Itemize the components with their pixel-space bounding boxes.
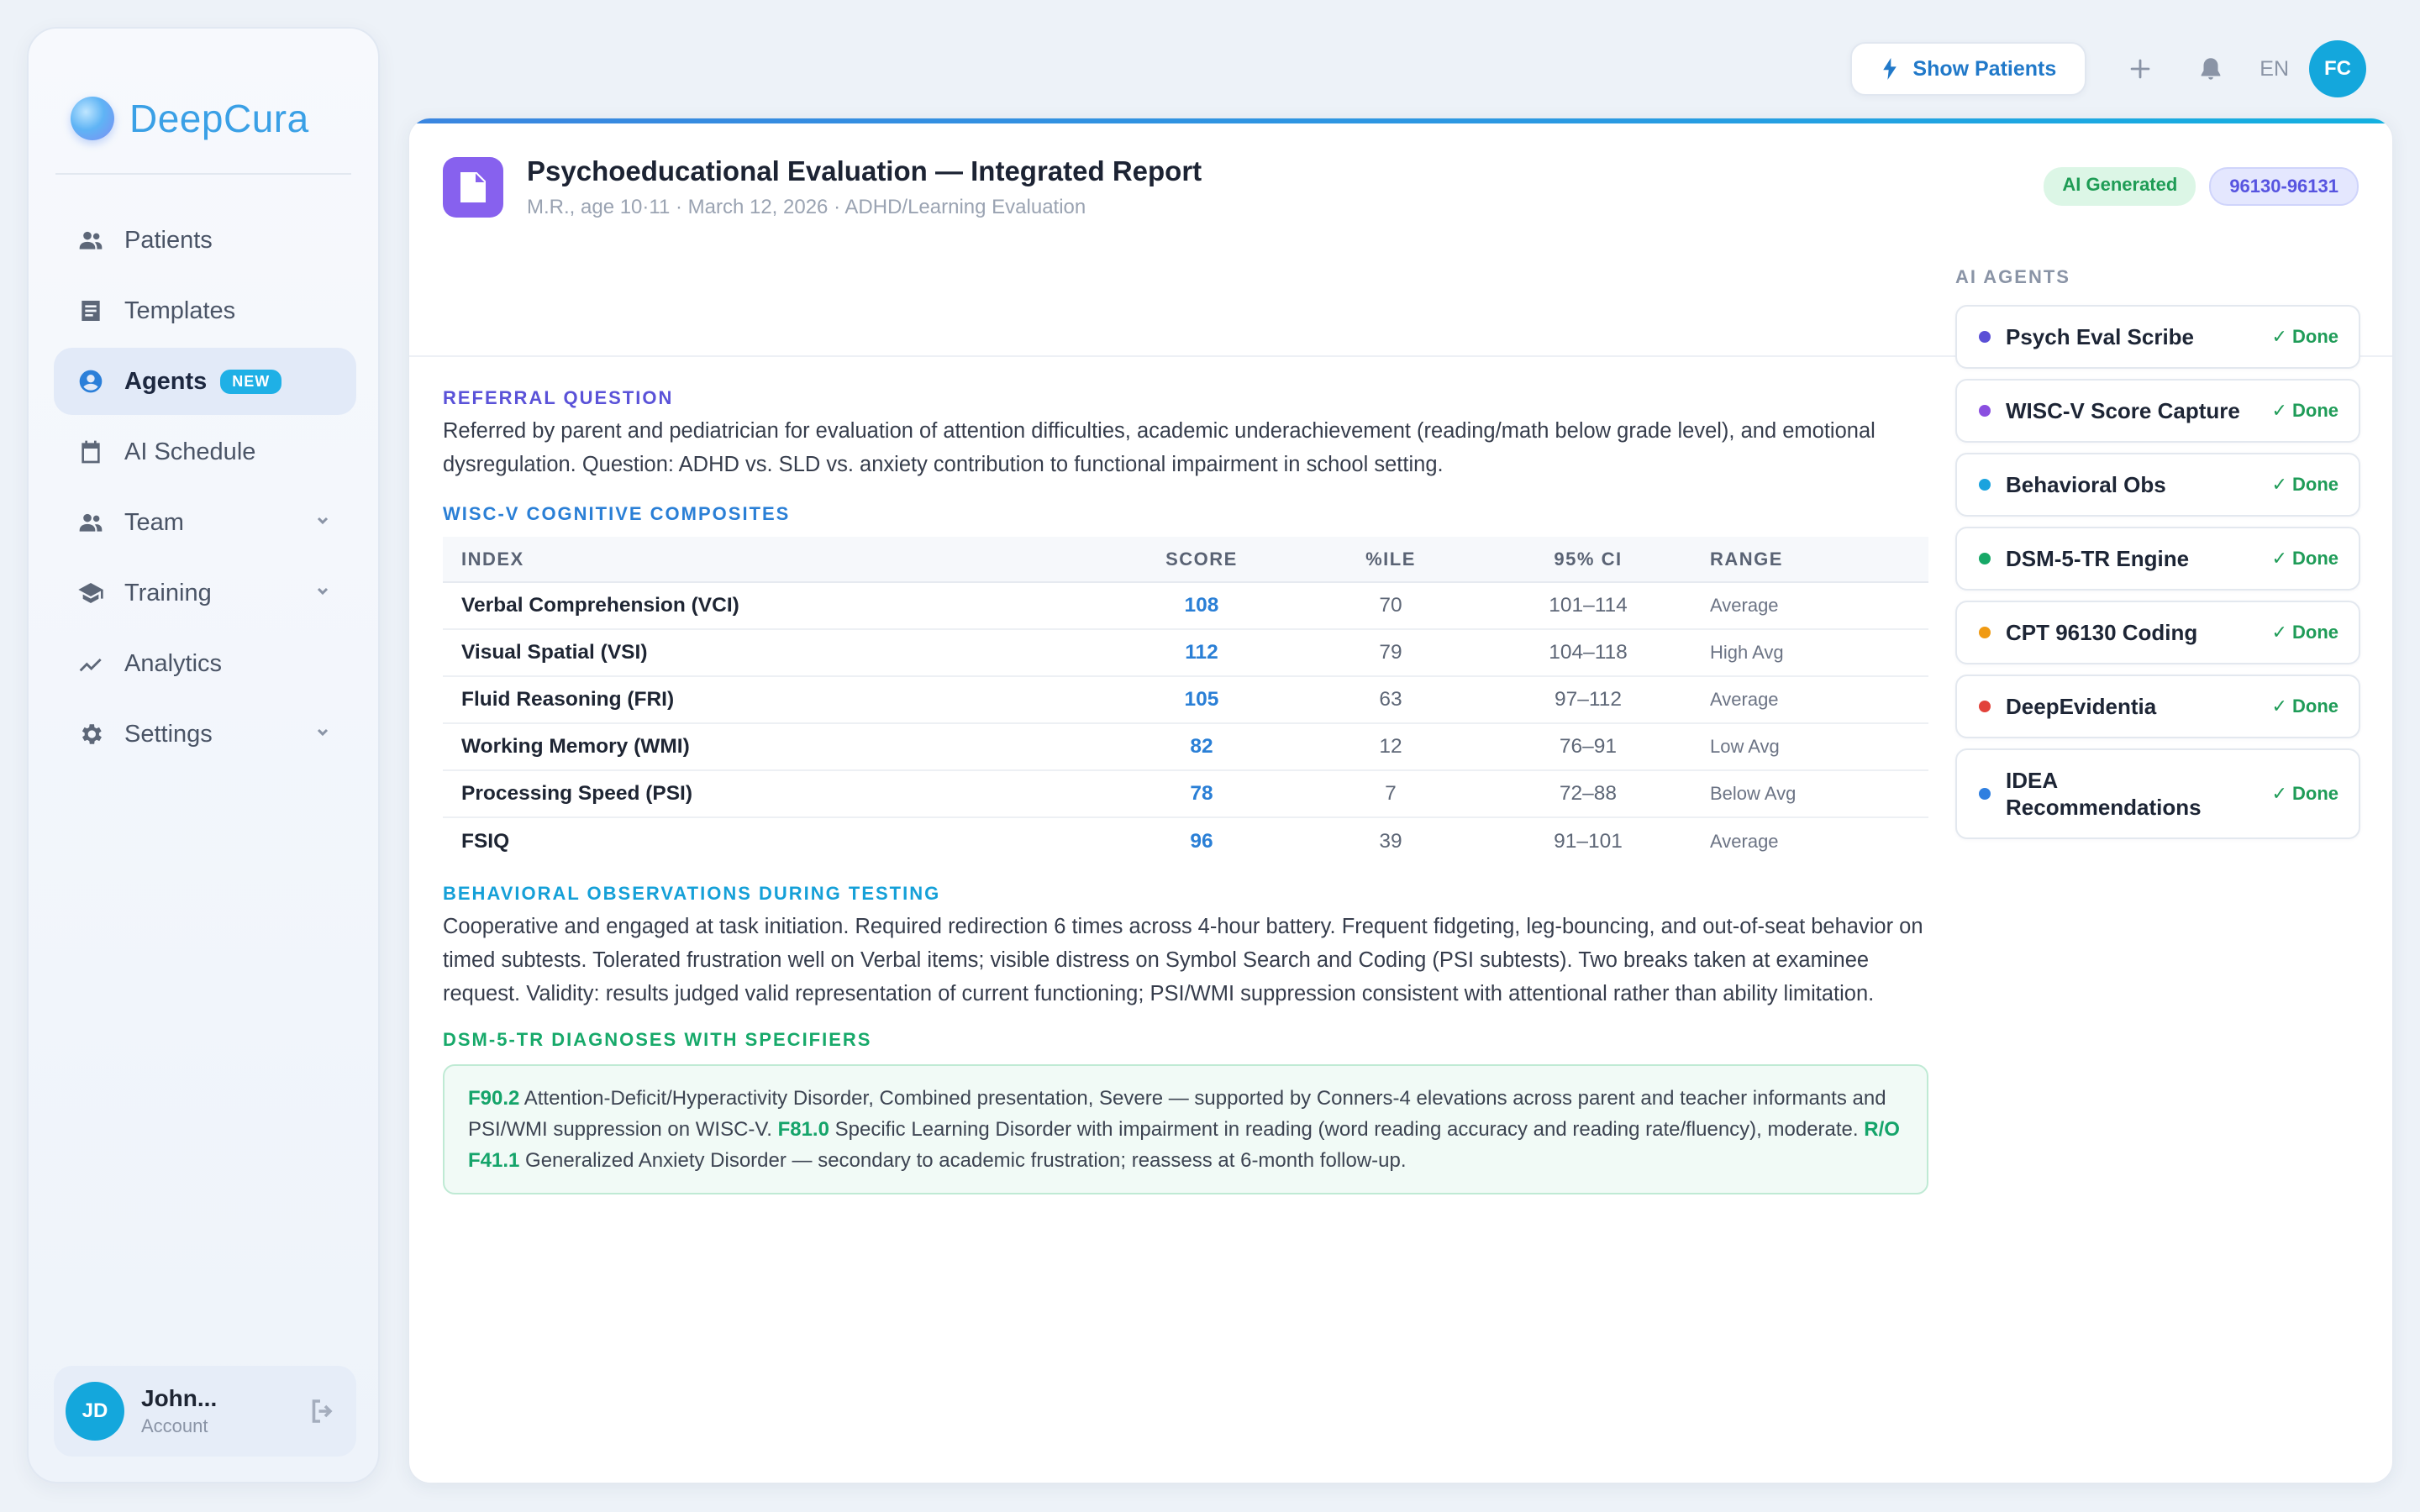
agent-name: Behavioral Obs bbox=[2006, 472, 2166, 497]
brand-name: DeepCura bbox=[129, 97, 309, 140]
sidebar-item-training[interactable] bbox=[54, 559, 356, 627]
ci-cell: 104–118 bbox=[1483, 629, 1693, 676]
percentile-cell: 7 bbox=[1298, 770, 1483, 817]
behavior-heading: BEHAVIORAL OBSERVATIONS DURING TESTING bbox=[443, 883, 941, 904]
column-header: 95% CI bbox=[1483, 537, 1693, 582]
status-badge: ✓ Done bbox=[2271, 622, 2338, 643]
diagnosis-code: F81.0 bbox=[777, 1118, 829, 1141]
user-meta bbox=[141, 1385, 217, 1437]
users-icon bbox=[76, 225, 106, 255]
language-selector[interactable]: EN bbox=[2260, 56, 2289, 81]
score-cell: 105 bbox=[1105, 676, 1298, 723]
sidebar-item-settings[interactable] bbox=[54, 701, 356, 768]
range-cell: High Avg bbox=[1693, 629, 1928, 676]
column-header: RANGE bbox=[1693, 537, 1928, 582]
calendar-icon bbox=[76, 437, 106, 467]
logout-icon[interactable] bbox=[308, 1396, 338, 1426]
percentile-cell: 39 bbox=[1379, 829, 1402, 853]
sidebar bbox=[27, 27, 380, 1483]
bell-icon[interactable] bbox=[2194, 52, 2228, 86]
percentile-cell: 70 bbox=[1298, 582, 1483, 629]
user-subtitle: Account bbox=[141, 1415, 208, 1436]
show-patients-button[interactable] bbox=[1850, 42, 2086, 96]
sidebar-item-label: Training bbox=[124, 579, 212, 606]
chevron-down-icon[interactable] bbox=[314, 724, 331, 741]
ci-cell: 97–112 bbox=[1483, 676, 1693, 723]
score-cell: 82 bbox=[1105, 723, 1298, 770]
ci-cell: 76–91 bbox=[1483, 723, 1693, 770]
column-header: %ILE bbox=[1298, 537, 1483, 582]
report-content bbox=[443, 387, 1928, 1194]
avatar[interactable]: FC bbox=[2309, 40, 2366, 97]
agent-card[interactable] bbox=[1955, 527, 2360, 591]
ai-generated-badge: AI Generated bbox=[2044, 167, 2196, 206]
agent-name: DeepEvidentia bbox=[2006, 694, 2157, 719]
wisc-table bbox=[443, 537, 1928, 864]
status-badge: ✓ Done bbox=[2271, 326, 2338, 347]
table-row bbox=[443, 817, 1928, 864]
report-badges bbox=[2044, 167, 2359, 206]
status-badge: ✓ Done bbox=[2271, 783, 2338, 804]
diagnosis-code: F90.2 bbox=[468, 1087, 520, 1110]
agent-name: Psych Eval Scribe bbox=[2006, 324, 2195, 349]
index-cell: Fluid Reasoning (FRI) bbox=[443, 676, 1105, 723]
diagnosis-code: R/O F41.1 bbox=[468, 1118, 1900, 1172]
diagnosis-text: Generalized Anxiety Disorder — secondary to academic frustration; reassess at 6-month follow-up. bbox=[519, 1149, 1407, 1172]
referral-text: Referred by parent and pediatrician for evaluation of attention difficulties, academic underachievement (reading/math below grade level), and emotional dysregulation. Question: ADHD vs. SLD vs. anxiety contribution to functional impairment in school setting. bbox=[443, 419, 1876, 476]
sidebar-item-team[interactable] bbox=[54, 489, 356, 556]
dsm-heading: DSM-5-TR DIAGNOSES WITH SPECIFIERS bbox=[443, 1029, 872, 1050]
user-circle-icon bbox=[76, 366, 106, 396]
user-account-card[interactable] bbox=[54, 1366, 356, 1457]
range-cell: Low Avg bbox=[1693, 723, 1928, 770]
sidebar-item-label: AI Schedule bbox=[124, 438, 256, 465]
range-cell: Average bbox=[1693, 582, 1928, 629]
table-row bbox=[443, 676, 1928, 723]
index-cell: FSIQ bbox=[461, 829, 510, 853]
cpt-code-badge: 96130-96131 bbox=[2209, 167, 2359, 206]
status-badge: ✓ Done bbox=[2271, 474, 2338, 495]
status-badge: ✓ Done bbox=[2271, 548, 2338, 569]
ci-cell: 72–88 bbox=[1483, 770, 1693, 817]
range-cell: Average bbox=[1693, 676, 1928, 723]
user-name: John... bbox=[141, 1385, 218, 1411]
plus-icon[interactable] bbox=[2123, 52, 2157, 86]
top-bar bbox=[1850, 40, 2366, 97]
agent-name: WISC-V Score Capture bbox=[2006, 398, 2240, 423]
percentile-cell: 79 bbox=[1298, 629, 1483, 676]
status-badge: ✓ Done bbox=[2271, 400, 2338, 421]
status-badge: ✓ Done bbox=[2271, 696, 2338, 717]
behavior-text: Cooperative and engaged at task initiation. Required redirection 6 times across 4-hour battery. Frequent fidgeting, leg-bouncing, and out-of-seat behavior on timed subtests. Tolerated frustration well on Verbal items; visible distress on Symbol Search and Coding (PSI subtests). Two breaks taken at examinee request. Validity: results judged valid representation of current functioning; PSI/WMI suppression consistent with attentional rather than ability limitation. bbox=[443, 915, 1923, 1005]
table-row bbox=[443, 629, 1928, 676]
sidebar-item-label: Settings bbox=[124, 720, 213, 748]
gear-icon bbox=[76, 719, 106, 749]
index-cell: Verbal Comprehension (VCI) bbox=[443, 582, 1105, 629]
score-cell: 78 bbox=[1105, 770, 1298, 817]
agents-heading: AI AGENTS bbox=[1955, 266, 2070, 287]
agent-card[interactable] bbox=[1955, 305, 2360, 369]
percentile-cell: 12 bbox=[1298, 723, 1483, 770]
ci-cell: 101–114 bbox=[1483, 582, 1693, 629]
logo-orb-icon bbox=[71, 97, 114, 140]
status-dot-icon bbox=[1979, 331, 1991, 343]
index-cell: Working Memory (WMI) bbox=[443, 723, 1105, 770]
sidebar-item-label: Patients bbox=[124, 226, 213, 254]
percentile-cell: 63 bbox=[1298, 676, 1483, 723]
agent-card[interactable] bbox=[1955, 748, 2360, 839]
report-card bbox=[408, 118, 2393, 1483]
wisc-heading: WISC-V COGNITIVE COMPOSITES bbox=[443, 503, 791, 524]
agent-name: DSM-5-TR Engine bbox=[2006, 546, 2190, 571]
ci-cell: 91–101 bbox=[1554, 829, 1623, 853]
report-subtitle: M.R., age 10·11 · March 12, 2026 · ADHD/Learning Evaluation bbox=[527, 196, 1086, 218]
agent-name: IDEA Recommendations bbox=[2006, 768, 2202, 820]
range-cell: Average bbox=[1710, 830, 1779, 852]
diagnosis-text: Attention-Deficit/Hyperactivity Disorder, Combined presentation, Severe — supported by Conners-4 elevations across parent and teacher informants and PSI/WMI suppression on WISC-V. bbox=[468, 1087, 1886, 1141]
agent-card[interactable] bbox=[1955, 601, 2360, 664]
table-header-row bbox=[443, 537, 1928, 582]
sidebar-item-label: Agents bbox=[124, 367, 208, 395]
status-dot-icon bbox=[1979, 553, 1991, 564]
score-cell: 96 bbox=[1190, 829, 1213, 853]
score-cell: 108 bbox=[1105, 582, 1298, 629]
index-cell: Visual Spatial (VSI) bbox=[443, 629, 1105, 676]
lightning-icon bbox=[1881, 58, 1899, 80]
score-cell: 112 bbox=[1105, 629, 1298, 676]
index-cell: Processing Speed (PSI) bbox=[443, 770, 1105, 817]
sidebar-nav bbox=[54, 207, 356, 771]
file-document-icon bbox=[443, 157, 503, 218]
diagnoses-box bbox=[443, 1064, 1928, 1194]
referral-heading: REFERRAL QUESTION bbox=[443, 387, 674, 408]
table-row bbox=[443, 723, 1928, 770]
agent-card[interactable] bbox=[1955, 379, 2360, 443]
status-dot-icon bbox=[1979, 627, 1991, 638]
sidebar-item-templates[interactable] bbox=[54, 277, 356, 344]
diagnosis-text: Specific Learning Disorder with impairment in reading (word reading accuracy and reading rate/fluency), moderate. bbox=[829, 1118, 1865, 1141]
agent-name: CPT 96130 Coding bbox=[2006, 620, 2198, 645]
chevron-down-icon[interactable] bbox=[314, 583, 331, 600]
page-title: Psychoeducational Evaluation — Integrated Report bbox=[527, 155, 1202, 186]
team-icon bbox=[76, 507, 106, 538]
sidebar-item-label: Analytics bbox=[124, 649, 223, 677]
agent-card[interactable] bbox=[1955, 675, 2360, 738]
agent-card[interactable] bbox=[1955, 453, 2360, 517]
table-row bbox=[443, 582, 1928, 629]
show-patients-label: Show Patients bbox=[1912, 56, 2057, 81]
range-cell: Below Avg bbox=[1693, 770, 1928, 817]
sidebar-item-analytics[interactable] bbox=[54, 630, 356, 697]
brand-logo[interactable] bbox=[71, 96, 309, 141]
trend-line-icon bbox=[76, 648, 106, 679]
sidebar-item-label: Templates bbox=[124, 297, 236, 324]
avatar: JD bbox=[66, 1382, 124, 1441]
sidebar-item-ai-schedule[interactable] bbox=[54, 418, 356, 486]
document-icon bbox=[76, 296, 106, 326]
status-dot-icon bbox=[1979, 788, 1991, 800]
column-header: SCORE bbox=[1105, 537, 1298, 582]
status-dot-icon bbox=[1979, 405, 1991, 417]
sidebar-item-agents[interactable] bbox=[54, 348, 356, 415]
sidebar-item-label: Team bbox=[124, 508, 184, 536]
table-row bbox=[443, 770, 1928, 817]
divider bbox=[55, 173, 351, 175]
chevron-down-icon[interactable] bbox=[314, 512, 331, 529]
new-badge: NEW bbox=[220, 370, 281, 394]
status-dot-icon bbox=[1979, 479, 1991, 491]
sidebar-item-patients[interactable] bbox=[54, 207, 356, 274]
column-header: INDEX bbox=[443, 537, 1105, 582]
status-dot-icon bbox=[1979, 701, 1991, 712]
ai-agents-panel bbox=[1955, 266, 2360, 849]
graduation-cap-icon bbox=[76, 578, 106, 608]
